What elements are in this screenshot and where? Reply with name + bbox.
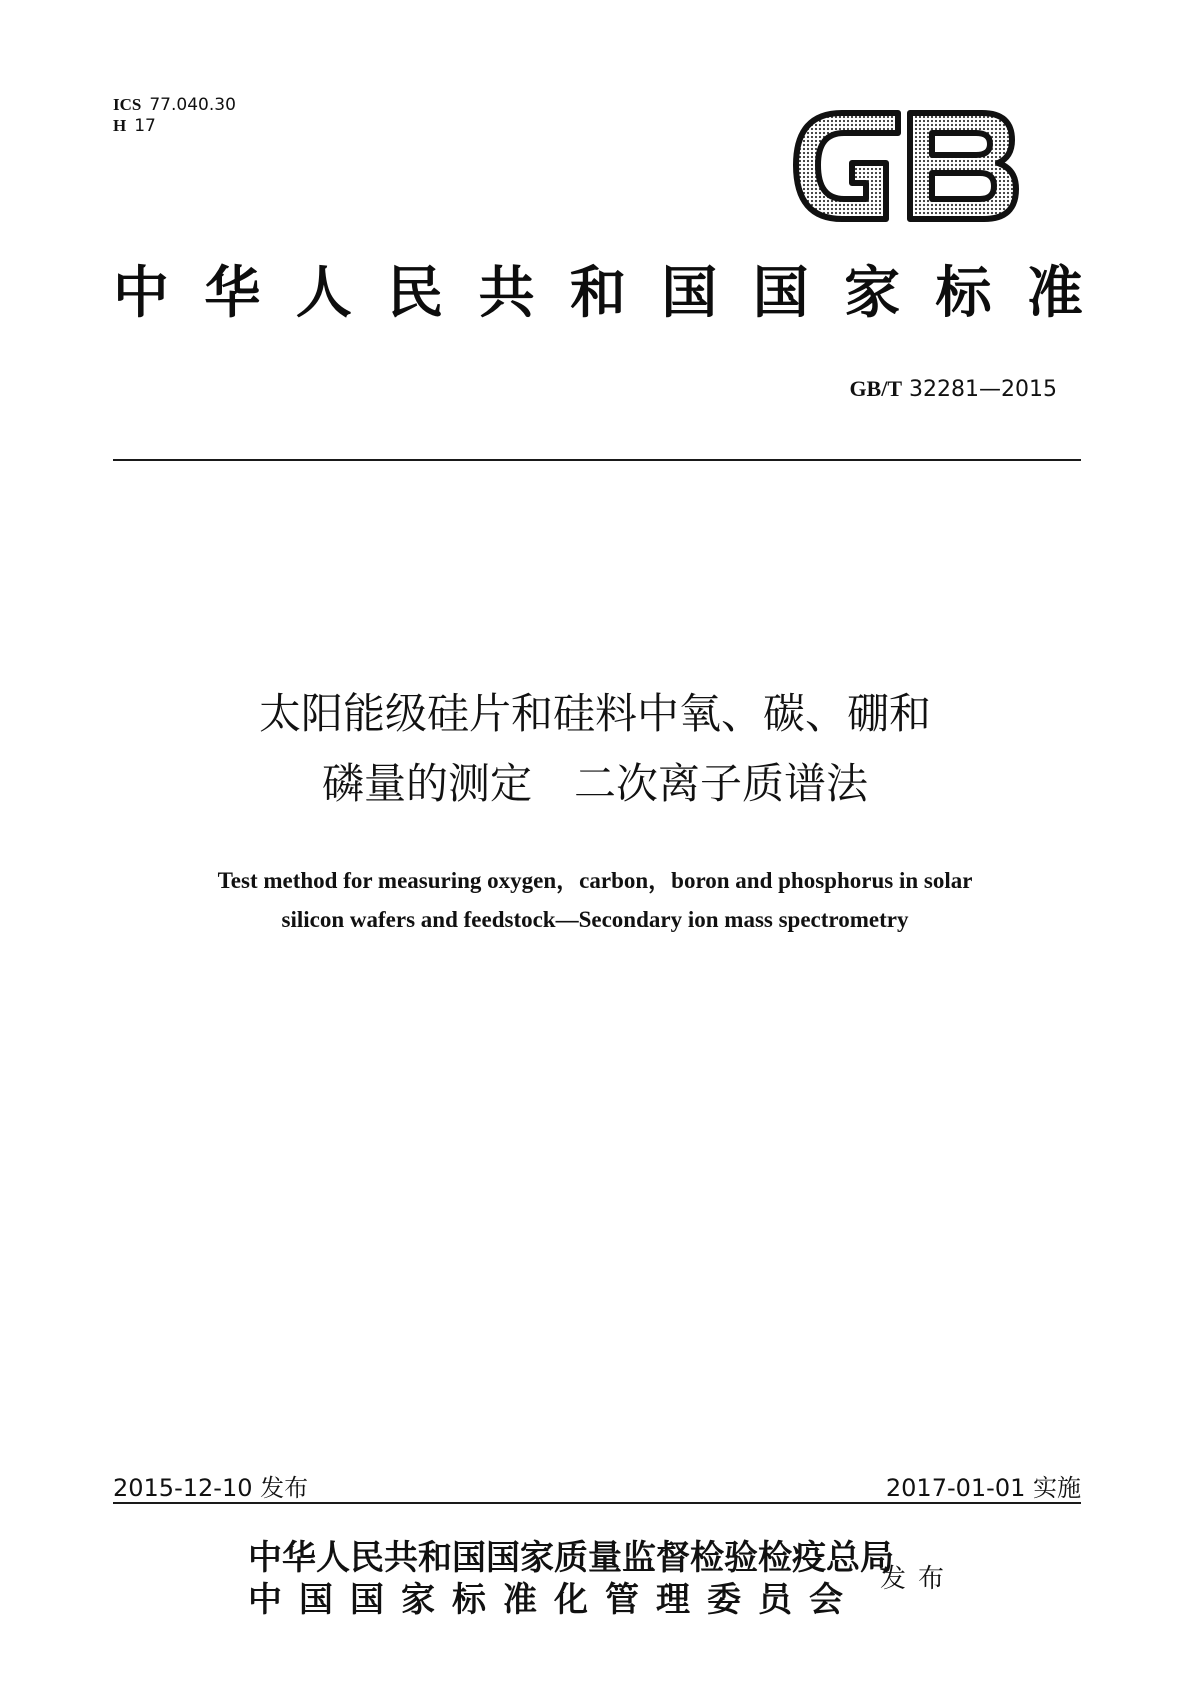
ccs-code [113,116,156,136]
header-divider [113,459,1081,461]
ics-value: 77.040.30 [149,95,236,115]
ics-label: ICS [113,95,142,114]
title-char: 民 [387,260,444,326]
ccs-value: 17 [134,116,156,136]
gb-logo-icon [786,103,1021,228]
title-char: 华 [204,260,261,326]
standard-number-prefix: GB/T [849,376,903,401]
title-char: 和 [569,260,626,326]
title-en-line2: silicon wafers and feedstock—Secondary ion mass spectrometry [281,907,909,932]
ccs-label: H [113,116,127,135]
standard-number-value: 32281—2015 [909,377,1057,402]
title-char: 中 [113,260,169,326]
title-char: 人 [295,260,352,326]
title-en-line1: Test method for measuring oxygen，carbon，boron and phosphorus in solar [217,868,973,893]
title-char: 国 [752,260,809,326]
title-cn-line1: 太阳能级硅片和硅料中氧、碳、硼和 [258,689,931,738]
ics-code [113,95,236,115]
title-char: 准 [1026,260,1083,326]
title-char: 共 [478,260,535,326]
implementation-date: 2017-01-01 实施 [885,1474,1081,1502]
title-char: 标 [935,260,992,326]
title-char: 国 [661,260,718,326]
title-cn-line2: 磷量的测定 二次离子质谱法 [321,759,868,808]
standard-number [849,376,1057,402]
issuer-line2: 中国国家标准化管理委员会 [248,1580,860,1620]
footer-divider [113,1502,1081,1504]
title-char: 家 [844,260,901,326]
national-standard-title [113,258,1083,328]
issue-date: 2015-12-10 发布 [113,1474,309,1502]
issuer-line1: 中华人民共和国国家质量监督检验检疫总局 [248,1538,894,1578]
publish-label: 发布 [880,1564,957,1594]
